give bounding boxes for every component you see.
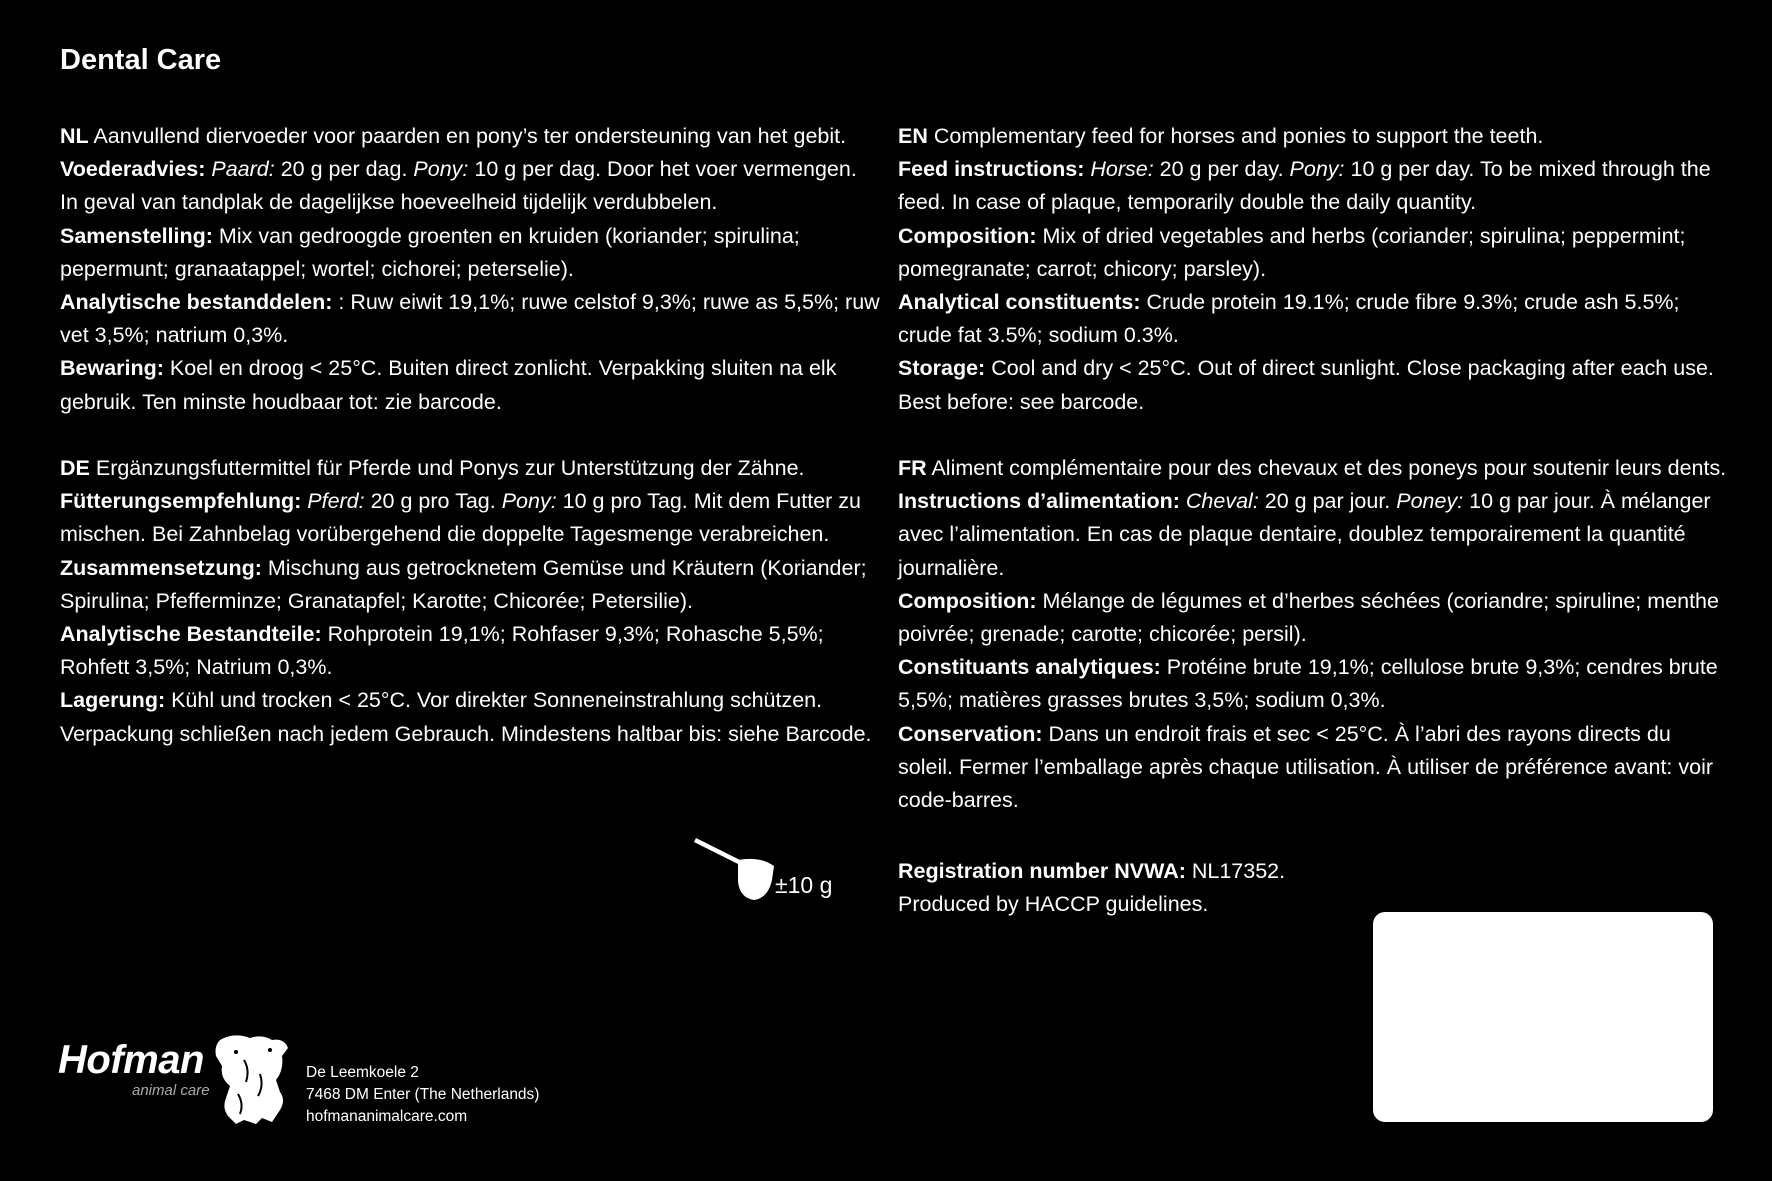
de-code: DE	[60, 456, 90, 481]
website-link[interactable]: hofmananimalcare.com	[306, 1108, 468, 1125]
en-analytical: Analytical constituents: Crude protein 19.1%; crude fibre 9.3%; crude ash 5.5%; crude fat 3.5%; sodium 0.3%.	[898, 290, 1680, 348]
de-analytical: Analytische Bestandteile: Rohprotein 19,1%; Rohfaser 9,3%; Rohasche 5,5%; Rohfett 3,5%; Natrium 0,3%.	[60, 622, 824, 680]
fr-intro: FR Aliment complémentaire pour des chevaux et des poneys pour soutenir leurs dents.	[898, 456, 1727, 481]
en-code: EN	[898, 124, 928, 148]
farm-animals-logo-icon	[214, 1030, 294, 1125]
de-storage: Lagerung: Kühl und trocken < 25°C. Vor direkter Sonneneinstrahlung schützen. Verpackung schließen nach jedem Gebrauch. Mindestens haltbar bis: siehe Barcode.	[60, 688, 872, 746]
nl-feed: Voederadvies: Paard: 20 g per dag. Pony: 10 g per dag. Door het voer vermengen. In geval van tandplak de dagelijkse hoeveelheid tijdelijk verdubbelen.	[60, 157, 857, 215]
page-title: Dental Care	[60, 44, 222, 76]
nl-section	[60, 120, 880, 419]
company-address	[306, 1062, 539, 1128]
de-section	[60, 452, 880, 751]
brand-name: Hofman	[58, 1038, 204, 1082]
address-street: De Leemkoele 2	[306, 1064, 419, 1081]
right-column	[898, 120, 1728, 850]
brand-subtitle: animal care	[132, 1082, 210, 1099]
barcode-label-area	[1373, 912, 1713, 1122]
registration-number: Registration number NVWA: NL17352.	[898, 859, 1286, 883]
de-intro: DE Ergänzungsfuttermittel für Pferde und Ponys zur Unterstützung der Zähne.	[60, 456, 805, 481]
fr-composition: Composition: Mélange de légumes et d’herbes séchées (coriandre; spiruline; menthe poivrée; grenade; carotte; chicorée; persil).	[898, 588, 1719, 647]
en-section	[898, 120, 1728, 419]
registration	[898, 855, 1285, 921]
nl-storage: Bewaring: Koel en droog < 25°C. Buiten direct zonlicht. Verpakking sluiten na elk gebruik. Ten minste houdbaar tot: zie barcode.	[60, 356, 837, 414]
de-composition: Zusammensetzung: Mischung aus getrocknetem Gemüse und Kräutern (Koriander; Spirulina; Pfefferminze; Granatapfel; Karotte; Chicorée; Petersilie).	[60, 555, 867, 613]
scoop-amount: ±10 g	[775, 872, 833, 898]
address-city: 7468 DM Enter (The Netherlands)	[306, 1086, 540, 1103]
nl-composition: Samenstelling: Mix van gedroogde groenten en kruiden (koriander; spirulina; pepermunt; granaatappel; wortel; cichorei; peterselie).	[60, 223, 800, 281]
fr-analytical: Constituants analytiques: Protéine brute 19,1%; cellulose brute 9,3%; cendres brute 5,5%; matières grasses brutes 3,5%; sodium 0,3%.	[898, 655, 1718, 713]
en-feed: Feed instructions: Horse: 20 g per day. Pony: 10 g per day. To be mixed through the feed. In case of plaque, temporarily double the daily quantity.	[898, 157, 1711, 215]
en-composition: Composition: Mix of dried vegetables and herbs (coriander; spirulina; peppermint; pomegranate; carrot; chicory; parsley).	[898, 223, 1686, 281]
fr-feed: Instructions d’alimentation: Cheval: 20 g par jour. Poney: 10 g par jour. À mélanger avec l’alimentation. En cas de plaque dentaire, doublez temporairement la quantité journalière.	[898, 489, 1711, 580]
en-intro: EN Complementary feed for horses and ponies to support the teeth.	[898, 124, 1544, 148]
fr-section	[898, 452, 1728, 817]
fr-storage: Conservation: Dans un endroit frais et sec < 25°C. À l’abri des rayons directs du soleil. Fermer l’emballage après chaque utilisation. À utiliser de préférence avant: voir code-barres.	[898, 721, 1714, 813]
nl-code: NL	[60, 124, 89, 148]
en-storage: Storage: Cool and dry < 25°C. Out of direct sunlight. Close packaging after each use. Best before: see barcode.	[898, 356, 1714, 414]
nl-analytical: Analytische bestanddelen: : Ruw eiwit 19,1%; ruwe celstof 9,3%; ruwe as 5,5%; ruw vet 3,5%; natrium 0,3%.	[60, 290, 880, 348]
nl-intro: NL Aanvullend diervoeder voor paarden en pony’s ter ondersteuning van het gebit.	[60, 124, 847, 148]
left-column	[60, 120, 880, 784]
fr-code: FR	[898, 456, 927, 481]
haccp-note: Produced by HACCP guidelines.	[898, 892, 1209, 917]
de-feed: Fütterungsempfehlung: Pferd: 20 g pro Tag. Pony: 10 g pro Tag. Mit dem Futter zu mischen. Bei Zahnbelag vorübergehend die doppelte Tagesmenge verabreichen.	[60, 489, 861, 547]
